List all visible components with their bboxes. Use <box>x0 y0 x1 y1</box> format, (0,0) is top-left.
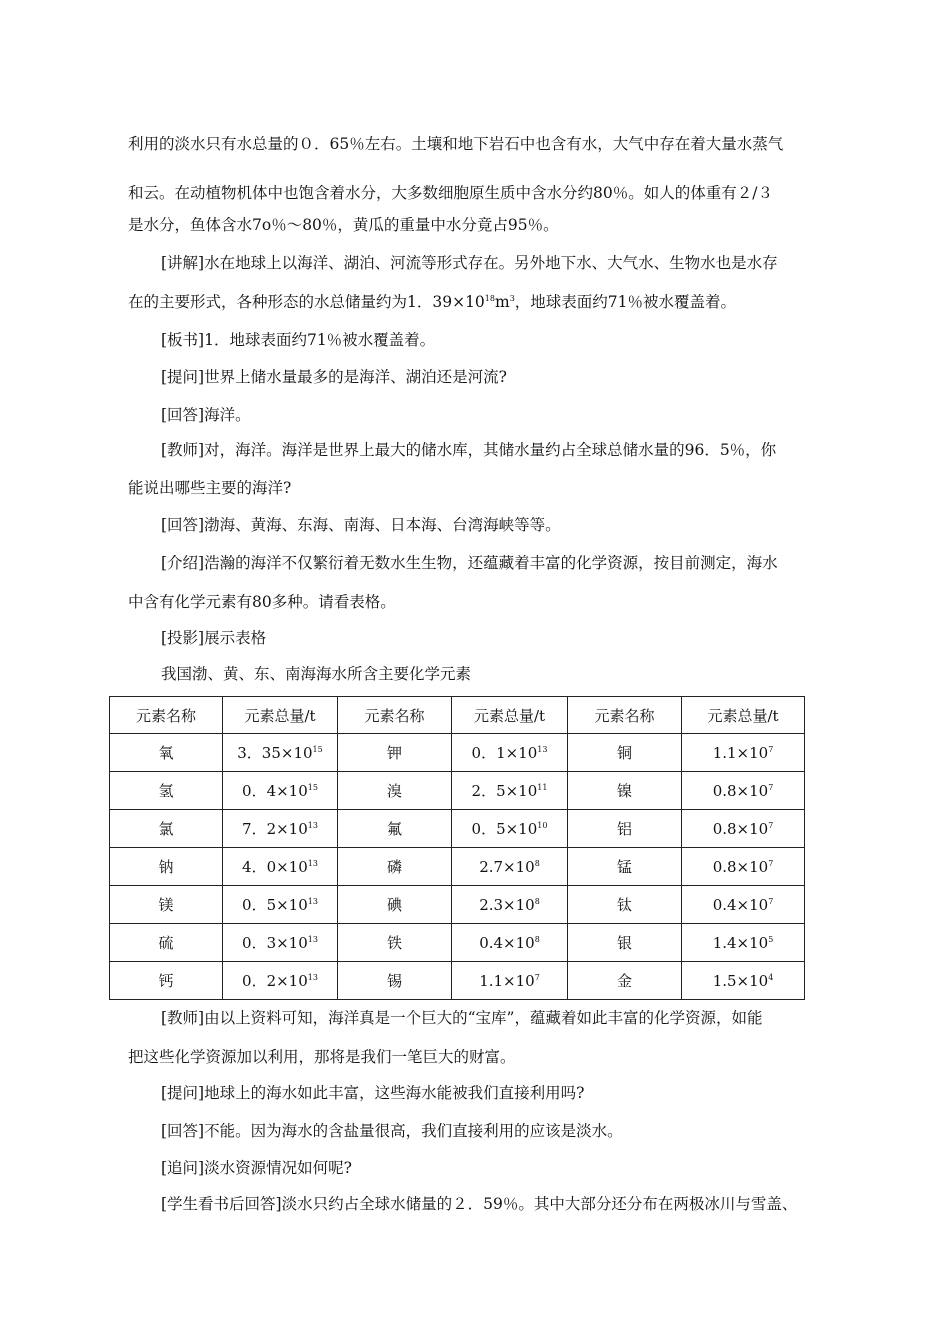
paragraph-line: [教师]由以上资料可知，海洋真是一个巨大的“宝库”，蕴藏着如此丰富的化学资源，如能 <box>161 1009 763 1027</box>
element-amount-cell <box>682 886 805 924</box>
element-name-cell: 溴 <box>338 772 452 810</box>
column-header: 元素总量/t <box>682 697 805 734</box>
storage-text-end: ，地球表面约71％被水覆盖着。 <box>514 293 737 311</box>
paragraph-line: 利用的淡水只有水总量的０．65％左右。土壤和地下岩石中也含有水，大气中存在着大量水蒸气 <box>128 135 784 153</box>
amount-exponent: 13 <box>307 897 318 906</box>
element-amount-cell <box>223 924 338 962</box>
element-name-cell: 铝 <box>568 810 682 848</box>
amount-mantissa: 0.8×10 <box>712 857 769 876</box>
amount-mantissa: 0.4×10 <box>479 933 535 952</box>
amount-mantissa: 0．3×10 <box>242 934 308 952</box>
amount-mantissa: 2.3×10 <box>479 895 535 914</box>
element-name-cell: 铜 <box>568 734 682 772</box>
amount-mantissa: 0．5×10 <box>471 820 538 838</box>
element-name-cell: 碘 <box>338 886 452 924</box>
table-header-row <box>110 697 805 734</box>
amount-exponent: 8 <box>534 896 540 906</box>
element-amount-cell <box>682 848 805 886</box>
amount-mantissa: 2．5×10 <box>471 782 538 800</box>
table-row <box>110 848 805 886</box>
element-name-cell: 氯 <box>110 810 223 848</box>
amount-mantissa: 1.5×10 <box>712 971 769 990</box>
paragraph-line: [讲解]水在地球上以海洋、湖泊、河流等形式存在。另外地下水、大气水、生物水也是水存 <box>161 254 778 272</box>
table-caption: 我国渤、黄、东、南海海水所含主要化学元素 <box>161 665 472 683</box>
table-row <box>110 886 805 924</box>
element-name-cell: 硫 <box>110 924 223 962</box>
table-row <box>110 810 805 848</box>
amount-exponent: 13 <box>307 821 318 830</box>
paragraph-line: [教师]对，海洋。海洋是世界上最大的储水库，其储水量约占全球总储水量的96．5％，你 <box>161 441 777 459</box>
amount-exponent: 7 <box>768 744 774 754</box>
storage-unit: m <box>494 293 510 311</box>
element-amount-cell <box>682 734 805 772</box>
element-amount-cell <box>682 772 805 810</box>
element-name-cell: 铁 <box>338 924 452 962</box>
element-name-cell: 镍 <box>568 772 682 810</box>
amount-mantissa: 0．1×10 <box>471 744 538 762</box>
element-name-cell: 金 <box>568 962 682 1000</box>
amount-exponent: 7 <box>768 896 774 906</box>
element-name-cell: 锡 <box>338 962 452 1000</box>
amount-exponent: 8 <box>534 934 540 944</box>
amount-mantissa: 7．2×10 <box>242 820 308 838</box>
element-amount-cell <box>223 886 338 924</box>
paragraph-line: 把这些化学资源加以利用，那将是我们一笔巨大的财富。 <box>128 1048 516 1066</box>
column-header: 元素名称 <box>110 697 223 734</box>
element-name-cell: 镁 <box>110 886 223 924</box>
amount-mantissa: 0．5×10 <box>242 896 308 914</box>
amount-exponent: 13 <box>307 935 318 944</box>
element-name-cell: 钾 <box>338 734 452 772</box>
element-amount-cell <box>223 734 338 772</box>
element-name-cell: 钠 <box>110 848 223 886</box>
paragraph-line: [板书]1．地球表面约71％被水覆盖着。 <box>161 331 436 349</box>
table-row <box>110 962 805 1000</box>
paragraph-line: [提问]世界上储水量最多的是海洋、湖泊还是河流? <box>161 368 507 386</box>
amount-mantissa: 0．2×10 <box>242 972 308 990</box>
amount-exponent: 7 <box>534 972 540 982</box>
amount-exponent: 11 <box>537 783 548 792</box>
amount-mantissa: 1.4×10 <box>712 933 769 952</box>
element-amount-cell <box>223 772 338 810</box>
element-amount-cell <box>682 962 805 1000</box>
paragraph-line: [提问]地球上的海水如此丰富，这些海水能被我们直接利用吗? <box>161 1084 585 1102</box>
amount-mantissa: 1.1×10 <box>479 971 535 990</box>
amount-mantissa: 4．0×10 <box>242 858 308 876</box>
amount-exponent: 5 <box>768 934 774 944</box>
element-name-cell: 氢 <box>110 772 223 810</box>
element-amount-cell <box>452 734 568 772</box>
element-amount-cell <box>682 810 805 848</box>
amount-mantissa: 1.1×10 <box>712 743 769 762</box>
element-amount-cell <box>223 810 338 848</box>
storage-unit-exponent: 3 <box>509 294 515 303</box>
column-header: 元素总量/t <box>223 697 338 734</box>
amount-exponent: 10 <box>537 821 548 830</box>
paragraph-line: 中含有化学元素有80多种。请看表格。 <box>128 593 396 611</box>
amount-exponent: 8 <box>534 858 540 868</box>
element-amount-cell <box>452 962 568 1000</box>
amount-exponent: 7 <box>768 820 774 830</box>
element-amount-cell <box>452 848 568 886</box>
element-amount-cell <box>452 810 568 848</box>
amount-exponent: 15 <box>312 745 323 754</box>
element-name-cell: 银 <box>568 924 682 962</box>
element-name-cell: 钛 <box>568 886 682 924</box>
table-row <box>110 734 805 772</box>
element-amount-cell <box>682 924 805 962</box>
amount-mantissa: 2.7×10 <box>479 857 535 876</box>
element-name-cell: 氧 <box>110 734 223 772</box>
amount-exponent: 15 <box>307 783 318 792</box>
element-amount-cell <box>452 924 568 962</box>
paragraph-line: [回答]不能。因为海水的含盐量很高，我们直接利用的应该是淡水。 <box>161 1122 623 1140</box>
storage-text: 在的主要形式，各种形态的水总储量约为1．39×10 <box>128 293 485 311</box>
paragraph-line: [回答]海洋。 <box>161 406 251 424</box>
column-header: 元素总量/t <box>452 697 568 734</box>
paragraph-line: [追问]淡水资源情况如何呢? <box>161 1159 352 1177</box>
amount-exponent: 4 <box>768 972 774 982</box>
column-header: 元素名称 <box>338 697 452 734</box>
amount-exponent: 7 <box>768 858 774 868</box>
amount-mantissa: 0.8×10 <box>712 819 769 838</box>
element-amount-cell <box>223 962 338 1000</box>
amount-mantissa: 3．35×10 <box>237 744 313 762</box>
amount-exponent: 13 <box>307 859 318 868</box>
amount-exponent: 13 <box>537 745 548 754</box>
element-amount-cell <box>223 848 338 886</box>
paragraph-line: 是水分，鱼体含水7o％～80％，黄瓜的重量中水分竟占95％。 <box>128 216 559 234</box>
element-name-cell: 氟 <box>338 810 452 848</box>
paragraph-line: 能说出哪些主要的海洋? <box>128 479 292 497</box>
paragraph-line: [投影]展示表格 <box>161 629 267 647</box>
paragraph-line: [回答]渤海、黄海、东海、南海、日本海、台湾海峡等等。 <box>161 516 561 534</box>
amount-exponent: 13 <box>307 973 318 982</box>
amount-mantissa: 0．4×10 <box>242 782 308 800</box>
amount-mantissa: 0.8×10 <box>712 781 769 800</box>
paragraph-line: 和云。在动植物机体中也饱含着水分，大多数细胞原生质中含水分约80％。如人的体重有２/３ <box>128 184 773 202</box>
table-row <box>110 772 805 810</box>
element-name-cell: 磷 <box>338 848 452 886</box>
storage-exponent: 18 <box>484 294 495 303</box>
storage-line <box>128 292 736 312</box>
paragraph-line: [学生看书后回答]淡水只约占全球水储量的２．59％。其中大部分还分布在两极冰川与雪盖、 <box>161 1195 798 1213</box>
element-amount-cell <box>452 772 568 810</box>
element-name-cell: 锰 <box>568 848 682 886</box>
amount-mantissa: 0.4×10 <box>712 895 769 914</box>
element-name-cell: 钙 <box>110 962 223 1000</box>
elements-table <box>109 696 805 1000</box>
table-row <box>110 924 805 962</box>
amount-exponent: 7 <box>768 782 774 792</box>
column-header: 元素名称 <box>568 697 682 734</box>
paragraph-line: [介绍]浩瀚的海洋不仅繁衍着无数水生生物，还蕴藏着丰富的化学资源，按目前测定，海水 <box>161 554 778 572</box>
element-amount-cell <box>452 886 568 924</box>
